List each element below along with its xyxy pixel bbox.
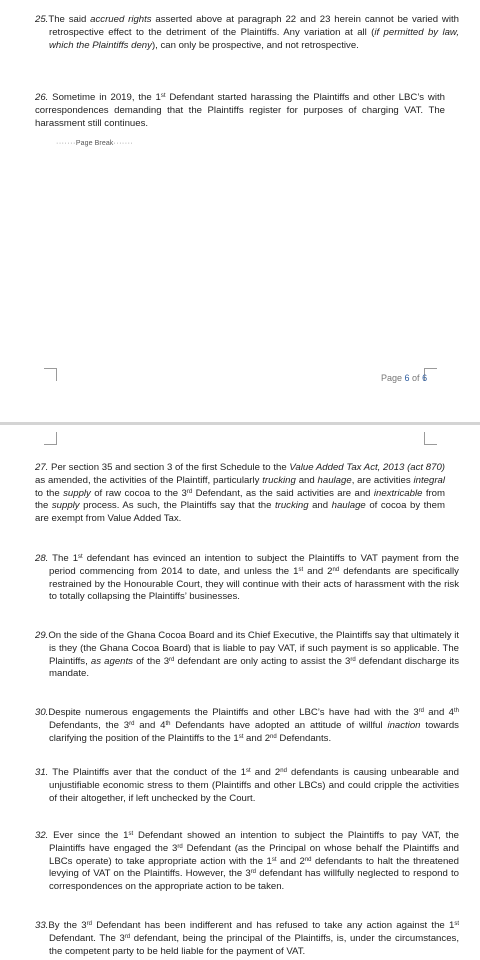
paragraph-30: 30.Despite numerous engagements the Plaintiffs and other LBC’s have had with the 3rd and 4th Defendants, the 3rd and 4th Defendants have adopted an attitude of willful inaction towards clarifying the position of the Plaintiffs to the 1st and 2nd Defendants. bbox=[35, 707, 459, 744]
page-break-marker: ·······Page Break······· bbox=[56, 140, 134, 147]
document-page-6 bbox=[0, 0, 480, 422]
paragraph-29: 29.On the side of the Ghana Cocoa Board and its Chief Executive, the Plaintiffs say that ultimately it is they (the Ghana Cocoa Board) that is liable to pay VAT, if such payment is so applicable. The Plaintiffs, as agents of the 3rd defendant are only acting to assist the 3rd defendant discharge its mandate. bbox=[35, 630, 459, 680]
page-corner-marker bbox=[424, 432, 437, 445]
document-page-7 bbox=[0, 425, 480, 960]
page-corner-marker bbox=[44, 432, 57, 445]
paragraph-26: 26. Sometime in 2019, the 1st Defendant started harassing the Plaintiffs and other LBC’s with correspondences demanding that the Plaintiffs register for purposes of charging VAT. The harassment still continues. bbox=[35, 92, 445, 129]
page-number: Page 6 of 6 bbox=[381, 373, 428, 383]
paragraph-25: 25.The said accrued rights asserted above at paragraph 22 and 23 herein cannot be varied with retrospective effect to the detriment of the Plaintiffs. Any variation at all (if permitted by law, which the Plaintiffs deny), can only be prospective, and not retrospective. bbox=[35, 14, 459, 51]
paragraph-27: 27. Per section 35 and section 3 of the first Schedule to the Value Added Tax Act, 2013 (act 870) as amended, the activities of the Plaintiff, particularly trucking and haulage, are activities integral to the supply of raw cocoa to the 3rd Defendant, as the said activities are and inextricable from the supply process. As such, the Plaintiffs say that the trucking and haulage of cocoa by them are exempt from Value Added Tax. bbox=[35, 462, 446, 525]
page-corner-marker bbox=[44, 368, 57, 381]
paragraph-31: 31. The Plaintiffs aver that the conduct of the 1st and 2nd defendants is causing unbearable and unjustifiable economic stress to them (Plaintiffs and other LBCs) and could cripple the activities of their altogether, if left unchecked by the Court. bbox=[35, 767, 459, 804]
paragraph-33: 33.By the 3rd Defendant has been indifferent and has refused to take any action against the 1st Defendant. The 3rd defendant, being the principal of the Plaintiffs, is, under the circumstances, the competent party to be held liable for the payment of VAT. bbox=[35, 920, 459, 957]
paragraph-28: 28. The 1st defendant has evinced an intention to subject the Plaintiffs to VAT payment from the period commencing from 2014 to date, and unless the 1st and 2nd defendants are specifically restrained by the Honourable Court, they will continue with their acts of harassment with the risk to totally collapsing the Plaintiffs’ businesses. bbox=[35, 553, 459, 603]
paragraph-32: 32. Ever since the 1st Defendant showed an intention to subject the Plaintiffs to pay VAT, the Plaintiffs have engaged the 3rd Defendant (as the Principal on whose behalf the Plaintiffs and LBCs operate) to take appropriate action with the 1st and 2nd defendants to halt the threatened levying of VAT on the Plaintiffs. However, the 3rd defendant has willfully neglected to respond to correspondences on the appropriate action to be taken. bbox=[35, 830, 460, 893]
